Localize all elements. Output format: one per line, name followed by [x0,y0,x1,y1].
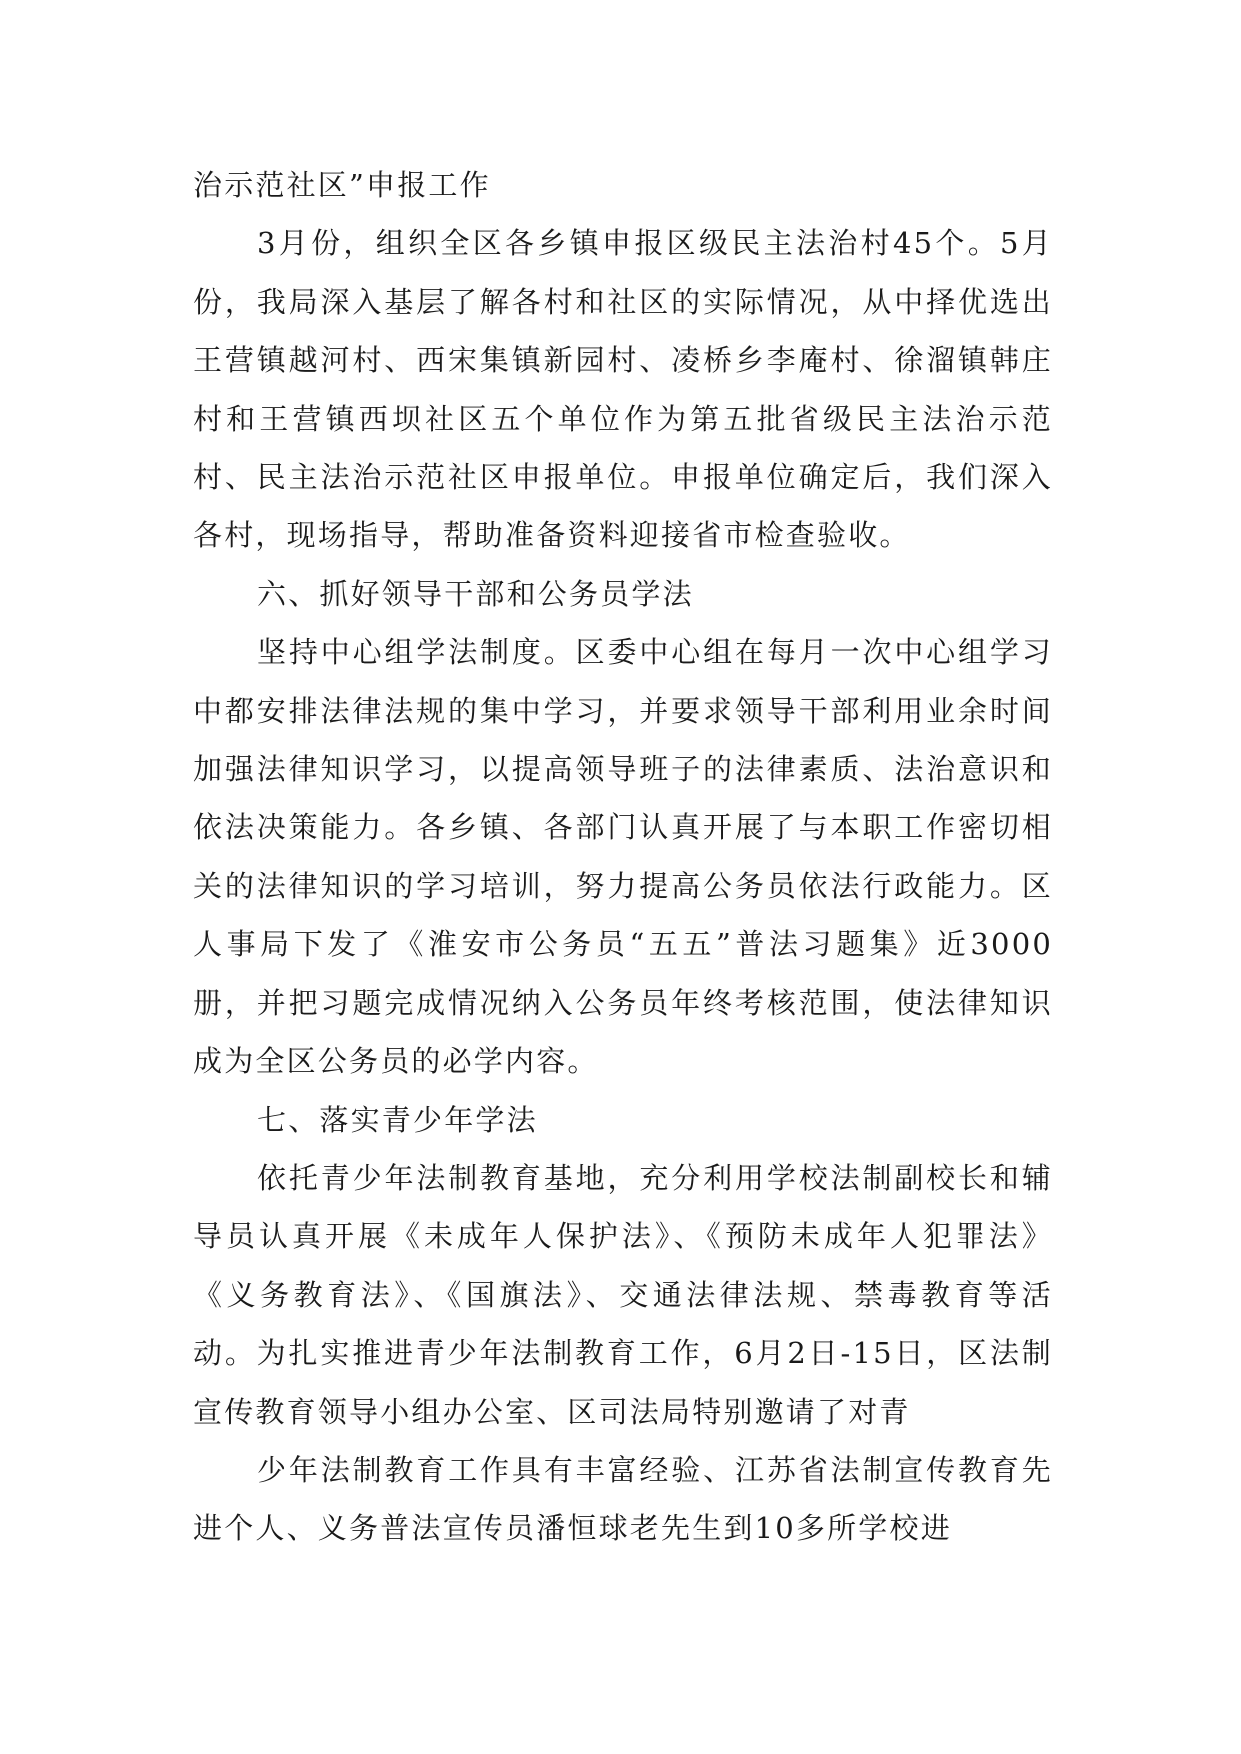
section-heading-seven: 七、落实青少年学法 [257,1102,538,1137]
paragraph-youth-education: 依托青少年法制教育基地，充分利用学校法制副校长和辅导员认真开展《未成年人保护法》、《预防未成年人犯罪法》《义务教育法》、《国旗法》、交通法律法规、禁毒教育等活动。为扎实推进青少年法制教育工作，6月2日-15日，区法制宣传教育领导小组办公室、区司法局特别邀请了对青 [193,1160,1053,1429]
paragraph-heading-continuation: 治示范社区”申报工作 [193,168,491,202]
paragraph-youth-continuation: 少年法制教育工作具有丰富经验、江苏省法制宣传教育先进个人、义务普法宣传员潘恒球老先生到10多所学校进 [193,1452,1053,1546]
section-heading-six: 六、抓好领导干部和公务员学法 [257,576,694,611]
document-body [193,156,1053,1558]
paragraph-central-group-study: 坚持中心组学法制度。区委中心组在每月一次中心组学习中都安排法律法规的集中学习，并要求领导干部利用业余时间加强法律知识学习，以提高领导班子的法律素质、法治意识和依法决策能力。各乡镇、各部门认真开展了与本职工作密切相关的法律知识的学习培训，努力提高公务员依法行政能力。区人事局下发了《淮安市公务员“五五”普法习题集》近3000册，并把习题完成情况纳入公务员年终考核范围，使法律知识成为全区公务员的必学内容。 [193,635,1053,1079]
paragraph-march-may-report: 3月份，组织全区各乡镇申报区级民主法治村45个。5月份，我局深入基层了解各村和社区的实际情况，从中择优选出王营镇越河村、西宋集镇新园村、凌桥乡李庵村、徐溜镇韩庄村和王营镇西坝社区五个单位作为第五批省级民主法治示范村、民主法治示范社区申报单位。申报单位确定后，我们深入各村，现场指导，帮助准备资料迎接省市检查验收。 [193,226,1053,553]
